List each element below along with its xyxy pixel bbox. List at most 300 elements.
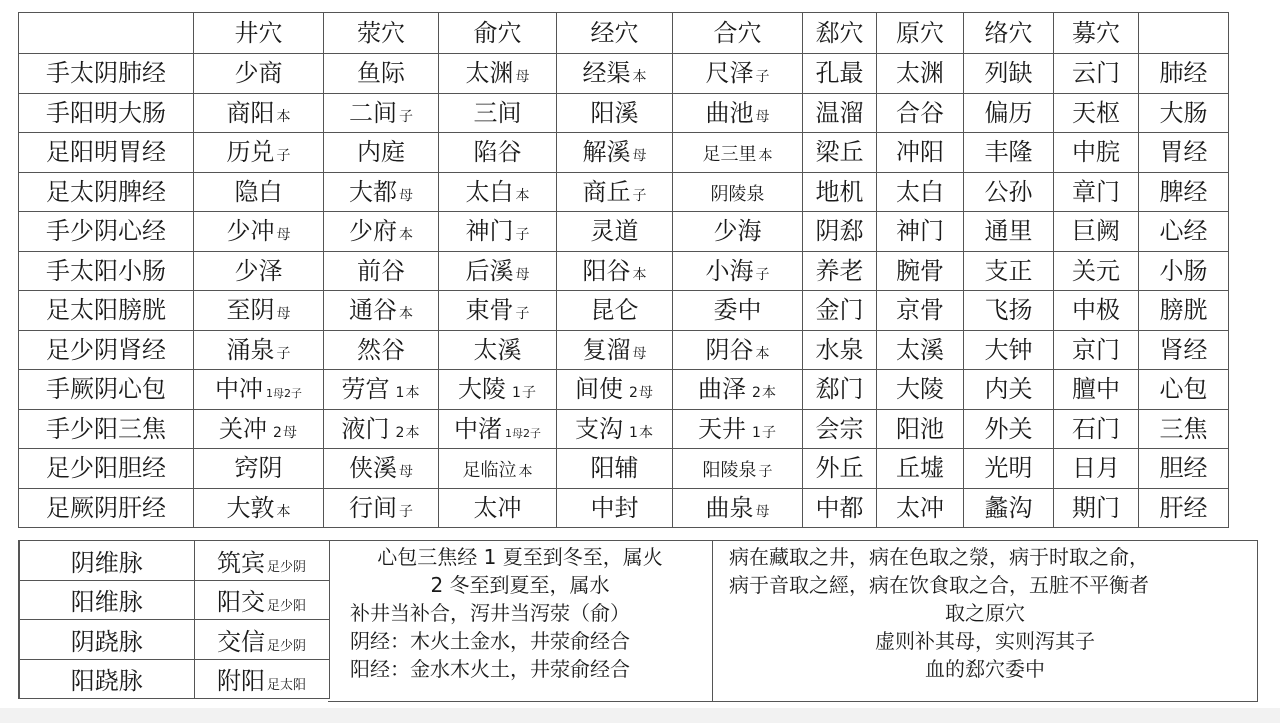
vessel-point-name: 筑宾 — [216, 548, 265, 577]
point-name: 委中 — [713, 296, 762, 325]
point-cell — [964, 133, 1054, 173]
point-suffix: 子 — [276, 148, 291, 165]
point-name: 丰隆 — [984, 138, 1033, 167]
point-name: 蠡沟 — [984, 493, 1033, 522]
point-name: 京门 — [1072, 335, 1120, 364]
point-cell — [439, 409, 557, 449]
point-name: 太冲 — [896, 493, 944, 522]
table-body — [19, 13, 1229, 528]
meridian-name: 手少阴心经 — [19, 212, 194, 252]
point-cell — [803, 409, 877, 449]
point-suffix: 1母2子 — [266, 387, 302, 401]
point-cell — [964, 54, 1054, 94]
vessel-point — [194, 541, 329, 581]
point-cell — [194, 488, 324, 528]
point-name: 少商 — [234, 59, 283, 88]
point-name: 地机 — [815, 177, 864, 206]
vessel-name: 阴跷脉 — [19, 620, 194, 660]
point-name: 温溜 — [815, 98, 864, 127]
point-name: 内关 — [984, 375, 1033, 404]
point-cell — [194, 330, 324, 370]
point-name: 中都 — [815, 493, 864, 522]
point-cell — [1139, 251, 1229, 291]
point-name: 通谷 — [349, 296, 397, 325]
point-suffix: 母 — [755, 503, 770, 520]
point-name: 鱼际 — [357, 59, 405, 88]
point-name: 中渚 — [454, 414, 502, 443]
point-cell — [439, 330, 557, 370]
vessel-side: 足少阴 — [266, 638, 306, 654]
point-cell — [673, 172, 803, 212]
point-cell — [194, 370, 324, 410]
point-cell — [439, 488, 557, 528]
point-suffix: 子 — [276, 345, 291, 362]
vessel-point-name: 附阳 — [216, 667, 265, 696]
point-cell — [803, 93, 877, 133]
point-cell — [964, 212, 1054, 252]
vessel-side: 足少阴 — [266, 559, 306, 575]
header-cell: 募穴 — [1054, 13, 1139, 54]
vessel-name: 阳维脉 — [19, 580, 194, 620]
point-cell — [1139, 409, 1229, 449]
point-suffix: 本 — [276, 108, 291, 125]
point-suffix: 母 — [276, 227, 291, 244]
point-name: 支正 — [984, 256, 1033, 285]
vessel-name: 阴维脉 — [19, 541, 194, 581]
note-line: 心包三焦经 1 夏至到冬至，属火 — [377, 545, 663, 569]
point-name: 膻中 — [1072, 375, 1120, 404]
point-name: 郄门 — [815, 375, 864, 404]
point-cell — [964, 291, 1054, 331]
point-cell — [673, 409, 803, 449]
point-suffix: 母 — [632, 148, 647, 165]
point-name: 大钟 — [984, 335, 1033, 364]
point-name: 经渠 — [582, 59, 631, 88]
point-cell — [1054, 409, 1139, 449]
table-row — [19, 172, 1229, 212]
point-suffix: 母 — [515, 266, 530, 283]
table-row — [19, 54, 1229, 94]
vessel-row — [19, 580, 329, 620]
bottom-strip — [0, 708, 1280, 723]
header-cell: 俞穴 — [439, 13, 557, 54]
point-suffix: 本 — [518, 464, 533, 481]
point-suffix: 子 — [515, 306, 530, 323]
point-suffix: 2本 — [752, 385, 777, 402]
point-suffix: 母 — [515, 69, 530, 86]
point-name: 大肠 — [1159, 98, 1208, 127]
vessel-point-name: 交信 — [216, 627, 265, 656]
point-cell — [673, 251, 803, 291]
meridian-name: 手阳明大肠 — [19, 93, 194, 133]
point-cell — [877, 409, 964, 449]
point-cell — [803, 291, 877, 331]
point-name: 外丘 — [815, 454, 864, 483]
note-line: 取之原穴 — [945, 601, 1025, 625]
point-cell — [194, 93, 324, 133]
point-cell — [1054, 449, 1139, 489]
point-suffix: 母 — [399, 187, 413, 204]
point-cell — [673, 449, 803, 489]
point-name: 足临泣 — [462, 460, 517, 482]
point-name: 天井 — [698, 414, 747, 443]
point-name: 胃经 — [1159, 138, 1208, 167]
point-name: 偏历 — [984, 98, 1033, 127]
point-cell — [557, 449, 673, 489]
point-cell — [673, 488, 803, 528]
vessel-point — [194, 659, 329, 699]
point-name: 窍阴 — [234, 454, 283, 483]
note-line: 病于音取之經，病在饮食取之合，五脏不平衡者 — [729, 573, 1149, 597]
point-name: 大陵 — [896, 375, 944, 404]
point-name: 通里 — [984, 217, 1033, 246]
point-cell — [557, 488, 673, 528]
point-name: 解溪 — [582, 138, 631, 167]
point-cell — [1139, 93, 1229, 133]
point-name: 中极 — [1072, 296, 1120, 325]
point-cell — [964, 251, 1054, 291]
table-row — [19, 330, 1229, 370]
point-name: 关冲 — [219, 414, 268, 443]
note-middle — [328, 540, 713, 702]
meridian-name: 足少阳胆经 — [19, 449, 194, 489]
point-cell — [557, 93, 673, 133]
point-cell — [964, 330, 1054, 370]
point-name: 尺泽 — [705, 59, 754, 88]
point-cell — [673, 93, 803, 133]
point-suffix: 1本 — [629, 424, 654, 441]
point-name: 大都 — [349, 177, 397, 206]
point-cell — [964, 172, 1054, 212]
point-cell — [877, 54, 964, 94]
point-name: 后溪 — [465, 256, 514, 285]
point-name: 足三里 — [702, 144, 757, 166]
point-name: 少冲 — [226, 217, 275, 246]
point-name: 太渊 — [896, 59, 944, 88]
point-cell — [964, 370, 1054, 410]
point-cell — [1139, 370, 1229, 410]
point-cell — [324, 93, 439, 133]
point-name: 肺经 — [1159, 59, 1208, 88]
point-name: 劳宫 — [341, 375, 390, 404]
point-name: 太白 — [896, 177, 944, 206]
point-name: 丘墟 — [896, 454, 944, 483]
header-cell: 合穴 — [673, 13, 803, 54]
point-name: 阳池 — [896, 414, 944, 443]
point-cell — [439, 370, 557, 410]
meridian-name: 足阳明胃经 — [19, 133, 194, 173]
point-cell — [964, 93, 1054, 133]
point-cell — [877, 133, 964, 173]
point-name: 天枢 — [1072, 98, 1120, 127]
point-cell — [1054, 212, 1139, 252]
table-row — [19, 212, 1229, 252]
vessel-point — [194, 620, 329, 660]
point-cell — [877, 212, 964, 252]
point-cell — [194, 291, 324, 331]
point-cell — [324, 133, 439, 173]
point-name: 神门 — [896, 217, 944, 246]
point-cell — [1054, 330, 1139, 370]
point-suffix: 母 — [755, 108, 770, 125]
point-name: 肝经 — [1159, 493, 1208, 522]
point-cell — [673, 330, 803, 370]
point-suffix: 本 — [276, 503, 291, 520]
header-cell: 原穴 — [877, 13, 964, 54]
note-line: 病在藏取之井，病在色取之滎，病于时取之俞， — [729, 545, 1149, 569]
meridian-name: 足太阴脾经 — [19, 172, 194, 212]
point-name: 阴陵泉 — [710, 183, 765, 205]
point-name: 大陵 — [458, 375, 507, 404]
meridian-name: 手厥阴心包 — [19, 370, 194, 410]
point-cell — [439, 291, 557, 331]
point-name: 太冲 — [473, 493, 522, 522]
point-cell — [439, 93, 557, 133]
point-cell — [1054, 251, 1139, 291]
table-row — [19, 291, 1229, 331]
extra-vessels-table — [18, 540, 330, 699]
point-cell — [324, 370, 439, 410]
note-line: 补井当补合，泻井当泻荥（俞） — [350, 601, 630, 625]
point-name: 少泽 — [234, 256, 283, 285]
point-cell — [1054, 488, 1139, 528]
point-cell — [439, 54, 557, 94]
point-cell — [1054, 133, 1139, 173]
point-name: 冲阳 — [896, 138, 944, 167]
point-cell — [557, 330, 673, 370]
point-suffix: 本 — [515, 187, 530, 204]
point-name: 曲泉 — [705, 493, 754, 522]
point-name: 章门 — [1072, 177, 1120, 206]
point-cell — [194, 409, 324, 449]
vessels-body — [19, 541, 329, 699]
point-cell — [439, 133, 557, 173]
vessel-point-name: 阳交 — [216, 588, 265, 617]
point-name: 太白 — [465, 177, 514, 206]
point-name: 行间 — [349, 493, 397, 522]
point-name: 内庭 — [357, 138, 405, 167]
point-cell — [673, 291, 803, 331]
point-name: 侠溪 — [349, 454, 397, 483]
point-cell — [1139, 449, 1229, 489]
point-name: 阳溪 — [590, 98, 639, 127]
point-cell — [324, 449, 439, 489]
point-name: 梁丘 — [815, 138, 864, 167]
point-name: 昆仑 — [590, 296, 639, 325]
table-row — [19, 251, 1229, 291]
point-name: 合谷 — [896, 98, 944, 127]
table-row — [19, 409, 1229, 449]
point-suffix: 子 — [399, 108, 413, 125]
meridian-name: 足厥阴肝经 — [19, 488, 194, 528]
point-cell — [557, 54, 673, 94]
point-name: 阴谷 — [705, 335, 754, 364]
point-cell — [877, 449, 964, 489]
point-name: 大敦 — [226, 493, 275, 522]
point-suffix: 母 — [632, 345, 647, 362]
point-name: 小肠 — [1159, 256, 1208, 285]
point-cell — [194, 54, 324, 94]
point-name: 然谷 — [357, 335, 405, 364]
meridian-name: 手少阳三焦 — [19, 409, 194, 449]
point-name: 肾经 — [1159, 335, 1208, 364]
header-cell: 井穴 — [194, 13, 324, 54]
point-cell — [324, 251, 439, 291]
point-name: 涌泉 — [226, 335, 275, 364]
point-cell — [439, 251, 557, 291]
point-name: 陷谷 — [473, 138, 522, 167]
point-cell — [1054, 370, 1139, 410]
point-cell — [673, 212, 803, 252]
header-cell: 郄穴 — [803, 13, 877, 54]
point-cell — [324, 212, 439, 252]
point-suffix: 本 — [632, 69, 647, 86]
point-cell — [673, 133, 803, 173]
point-cell — [1054, 172, 1139, 212]
point-name: 光明 — [984, 454, 1033, 483]
point-suffix: 子 — [755, 266, 770, 283]
header-cell — [19, 13, 194, 54]
note-line: 虚则补其母，实则泻其子 — [875, 629, 1095, 653]
point-name: 阳陵泉 — [702, 460, 757, 482]
note-right — [713, 540, 1258, 702]
point-cell — [803, 133, 877, 173]
point-suffix: 本 — [632, 266, 647, 283]
point-name: 中脘 — [1072, 138, 1120, 167]
point-name: 少府 — [349, 217, 397, 246]
point-cell — [439, 212, 557, 252]
point-name: 神门 — [465, 217, 514, 246]
point-suffix: 1本 — [395, 385, 421, 402]
point-suffix: 2母 — [629, 385, 654, 402]
vessel-side: 足太阳 — [266, 678, 306, 694]
point-name: 前谷 — [357, 256, 405, 285]
point-cell — [877, 251, 964, 291]
point-cell — [194, 251, 324, 291]
point-name: 胆经 — [1159, 454, 1208, 483]
point-suffix: 本 — [758, 148, 773, 165]
point-cell — [803, 449, 877, 489]
table-row — [19, 133, 1229, 173]
point-cell — [439, 172, 557, 212]
point-name: 孔最 — [815, 59, 864, 88]
header-cell: 荥穴 — [324, 13, 439, 54]
point-cell — [1139, 54, 1229, 94]
point-suffix: 子 — [515, 227, 530, 244]
point-cell — [877, 93, 964, 133]
point-cell — [1054, 54, 1139, 94]
point-name: 束骨 — [465, 296, 514, 325]
point-name: 公孙 — [984, 177, 1033, 206]
point-cell — [1139, 291, 1229, 331]
vessel-point — [194, 580, 329, 620]
point-name: 中冲 — [215, 375, 263, 404]
point-suffix: 子 — [632, 187, 647, 204]
note-line: 2 冬至到夏至，属水 — [430, 573, 610, 597]
point-suffix: 子 — [399, 503, 413, 520]
point-cell — [324, 488, 439, 528]
point-cell — [877, 291, 964, 331]
point-cell — [557, 409, 673, 449]
point-suffix: 母 — [399, 464, 413, 481]
point-name: 复溜 — [582, 335, 631, 364]
point-name: 膀胱 — [1159, 296, 1208, 325]
point-suffix: 子 — [758, 464, 773, 481]
vessel-row — [19, 620, 329, 660]
table-row — [19, 488, 1229, 528]
point-cell — [194, 212, 324, 252]
point-name: 金门 — [815, 296, 864, 325]
point-name: 云门 — [1072, 59, 1120, 88]
point-cell — [557, 251, 673, 291]
point-cell — [803, 54, 877, 94]
point-name: 支沟 — [575, 414, 624, 443]
point-cell — [324, 330, 439, 370]
point-name: 二间 — [349, 98, 397, 127]
point-cell — [673, 370, 803, 410]
point-name: 商丘 — [582, 177, 631, 206]
point-cell — [1139, 172, 1229, 212]
point-cell — [1139, 133, 1229, 173]
meridian-name: 足少阴肾经 — [19, 330, 194, 370]
point-cell — [557, 291, 673, 331]
point-cell — [803, 251, 877, 291]
header-row — [19, 13, 1229, 54]
meridian-name: 手太阴肺经 — [19, 54, 194, 94]
point-cell — [557, 212, 673, 252]
point-cell — [194, 172, 324, 212]
point-suffix: 1子 — [512, 385, 537, 402]
point-cell — [557, 133, 673, 173]
point-name: 灵道 — [590, 217, 639, 246]
point-name: 日月 — [1072, 454, 1120, 483]
point-name: 外关 — [984, 414, 1033, 443]
point-suffix: 母 — [276, 306, 291, 323]
point-name: 少海 — [713, 217, 762, 246]
point-cell — [964, 449, 1054, 489]
point-name: 商阳 — [226, 98, 275, 127]
vessel-side: 足少阳 — [266, 599, 306, 615]
header-cell: 经穴 — [557, 13, 673, 54]
point-cell — [1139, 330, 1229, 370]
meridian-name: 手太阳小肠 — [19, 251, 194, 291]
point-name: 中封 — [590, 493, 639, 522]
header-cell: 络穴 — [964, 13, 1054, 54]
point-cell — [673, 54, 803, 94]
point-name: 隐白 — [234, 177, 283, 206]
header-cell — [1139, 13, 1229, 54]
point-cell — [194, 133, 324, 173]
point-cell — [324, 172, 439, 212]
point-name: 曲池 — [705, 98, 754, 127]
table-row — [19, 449, 1229, 489]
point-suffix: 2本 — [395, 424, 421, 441]
point-name: 石门 — [1072, 414, 1120, 443]
point-cell — [803, 330, 877, 370]
point-cell — [194, 449, 324, 489]
point-name: 养老 — [815, 256, 864, 285]
point-name: 阳辅 — [590, 454, 639, 483]
point-name: 水泉 — [815, 335, 864, 364]
point-name: 心经 — [1159, 217, 1208, 246]
point-cell — [877, 172, 964, 212]
point-suffix: 本 — [399, 306, 413, 323]
point-cell — [439, 449, 557, 489]
point-cell — [803, 172, 877, 212]
point-name: 列缺 — [984, 59, 1033, 88]
point-name: 心包 — [1159, 375, 1208, 404]
table-row — [19, 370, 1229, 410]
